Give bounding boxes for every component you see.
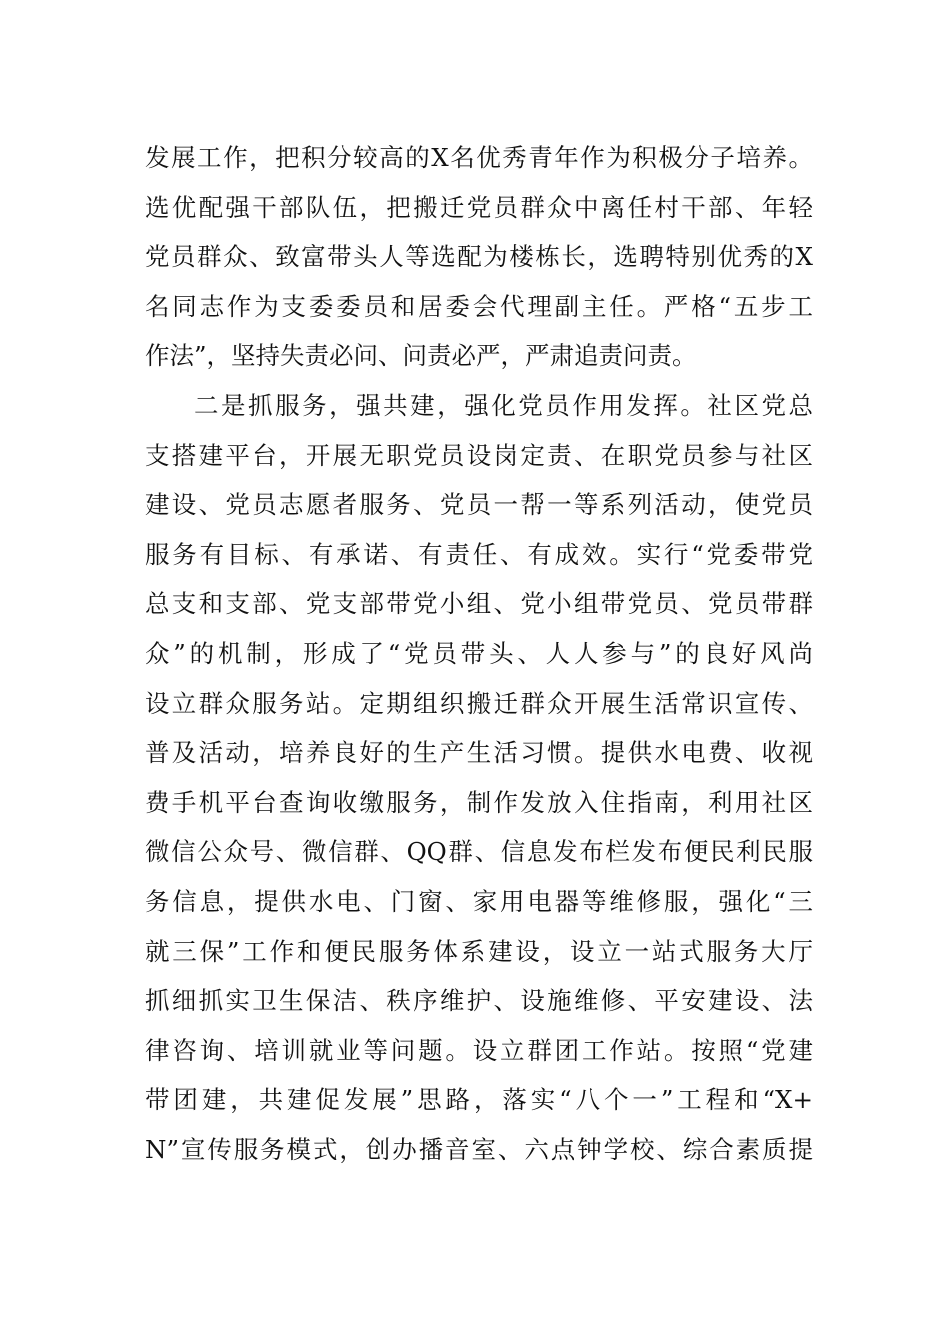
text-line: 建设、党员志愿者服务、党员一帮一等系列活动，使党员 [145, 490, 813, 520]
text-line: 就三保”工作和便民服务体系建设，设立一站式服务大厅 [145, 936, 813, 966]
text-line: 普及活动，培养良好的生产生活习惯。提供水电费、收视 [145, 738, 813, 768]
text-line: 总支和支部、党支部带党小组、党小组带党员、党员带群 [145, 589, 813, 619]
paragraph-first-line: 二是抓服务，强共建，强化党员作用发挥。社区党总 [194, 390, 813, 420]
text-line: 众”的机制，形成了“党员带头、人人参与”的良好风尚 [145, 638, 813, 668]
body-text [145, 133, 813, 1174]
text-line: 选优配强干部队伍，把搬迁党员群众中离任村干部、年轻 [145, 192, 813, 222]
text-line: 支搭建平台，开展无职党员设岗定责、在职党员参与社区 [145, 440, 813, 470]
text-line: 发展工作，把积分较高的X名优秀青年作为积极分子培养。 [145, 143, 813, 172]
text-line: 律咨询、培训就业等问题。设立群团工作站。按照“党建 [145, 1035, 813, 1065]
text-line: 微信公众号、微信群、QQ群、信息发布栏发布便民利民服 [145, 837, 813, 867]
text-line: 作法”，坚持失责必问、问责必严，严肃追责问责。 [145, 341, 697, 371]
text-line: 名同志作为支委委员和居委会代理副主任。严格“五步工 [145, 291, 813, 321]
text-line: 服务有目标、有承诺、有责任、有成效。实行“党委带党 [145, 539, 813, 569]
text-line: 党员群众、致富带头人等选配为楼栋长，选聘特别优秀的X [145, 242, 813, 272]
text-line: N”宣传服务模式，创办播音室、六点钟学校、综合素质提 [145, 1134, 813, 1164]
text-line: 费手机平台查询收缴服务，制作发放入住指南，利用社区 [145, 787, 813, 817]
text-line: 抓细抓实卫生保洁、秩序维护、设施维修、平安建设、法 [145, 986, 813, 1016]
text-line: 带团建，共建促发展”思路，落实“八个一”工程和“X+ [145, 1085, 813, 1115]
text-line: 务信息，提供水电、门窗、家用电器等维修服，强化“三 [145, 886, 813, 916]
text-line: 设立群众服务站。定期组织搬迁群众开展生活常识宣传、 [145, 688, 813, 718]
